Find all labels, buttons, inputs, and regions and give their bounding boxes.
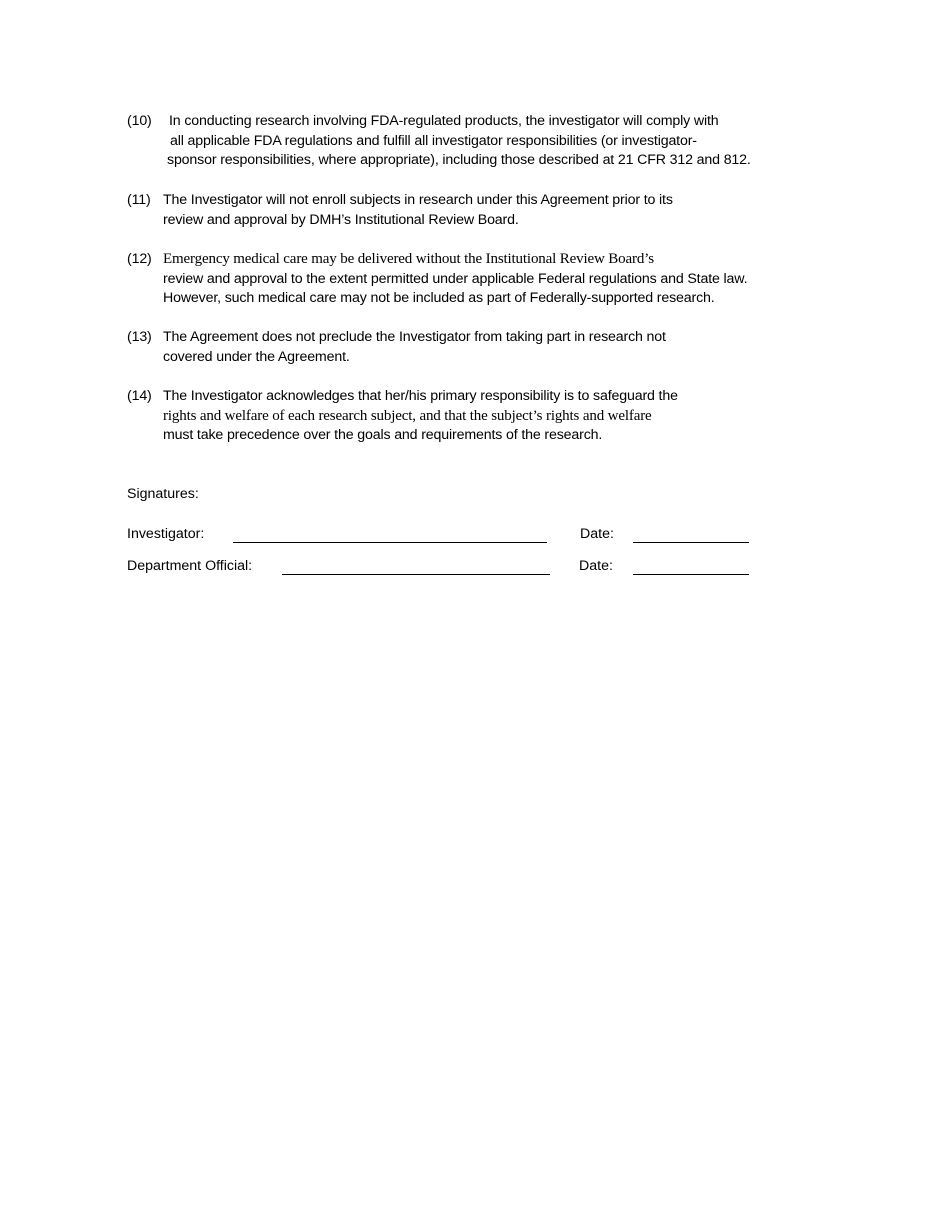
investigator-date-label: Date: xyxy=(580,526,614,542)
investigator-label: Investigator: xyxy=(127,526,205,542)
clause-number: (11) xyxy=(127,192,151,208)
official-date-field[interactable] xyxy=(633,574,749,575)
clause-line: However, such medical care may not be included as part of Federally-supported research. xyxy=(163,290,715,306)
clause-number: (14) xyxy=(127,388,152,404)
clause-12 xyxy=(127,250,827,309)
official-label: Department Official: xyxy=(127,558,253,574)
clause-line: The Investigator acknowledges that her/his primary responsibility is to safeguard the xyxy=(163,388,678,404)
clause-line: review and approval to the extent permitted under applicable Federal regulations and State law. xyxy=(163,270,748,287)
clause-line: must take precedence over the goals and requirements of the research. xyxy=(163,427,603,443)
clause-11 xyxy=(127,191,827,230)
investigator-signature-field[interactable] xyxy=(233,542,547,543)
clause-number: (12) xyxy=(127,251,152,267)
clause-number: (10) xyxy=(127,113,152,129)
clause-13 xyxy=(127,328,827,367)
clause-line: sponsor responsibilities, where appropriate), including those described at 21 CFR 312 and 812. xyxy=(167,152,751,168)
investigator-date-field[interactable] xyxy=(633,542,749,543)
clause-line: covered under the Agreement. xyxy=(163,348,350,365)
investigator-signature-row xyxy=(127,525,757,547)
clause-number: (13) xyxy=(127,329,152,345)
official-signature-row xyxy=(127,557,757,579)
clause-line: The Agreement does not preclude the Investigator from taking part in research not xyxy=(163,329,666,345)
clause-line: In conducting research involving FDA-regulated products, the investigator will comply with xyxy=(169,113,719,129)
clause-line: The Investigator will not enroll subjects in research under this Agreement prior to its xyxy=(163,192,673,208)
clause-line: review and approval by DMH’s Institutional Review Board. xyxy=(163,211,519,228)
clause-line: all applicable FDA regulations and fulfill all investigator responsibilities (or investigator- xyxy=(170,132,697,149)
clause-10 xyxy=(127,112,827,171)
clause-14 xyxy=(127,387,827,446)
clause-line: rights and welfare of each research subject, and that the subject’s rights and welfare xyxy=(163,407,652,424)
signatures-heading: Signatures: xyxy=(127,486,199,502)
official-date-label: Date: xyxy=(579,558,613,574)
official-signature-field[interactable] xyxy=(282,574,550,575)
clause-line: Emergency medical care may be delivered without the Institutional Review Board’s xyxy=(163,251,654,267)
